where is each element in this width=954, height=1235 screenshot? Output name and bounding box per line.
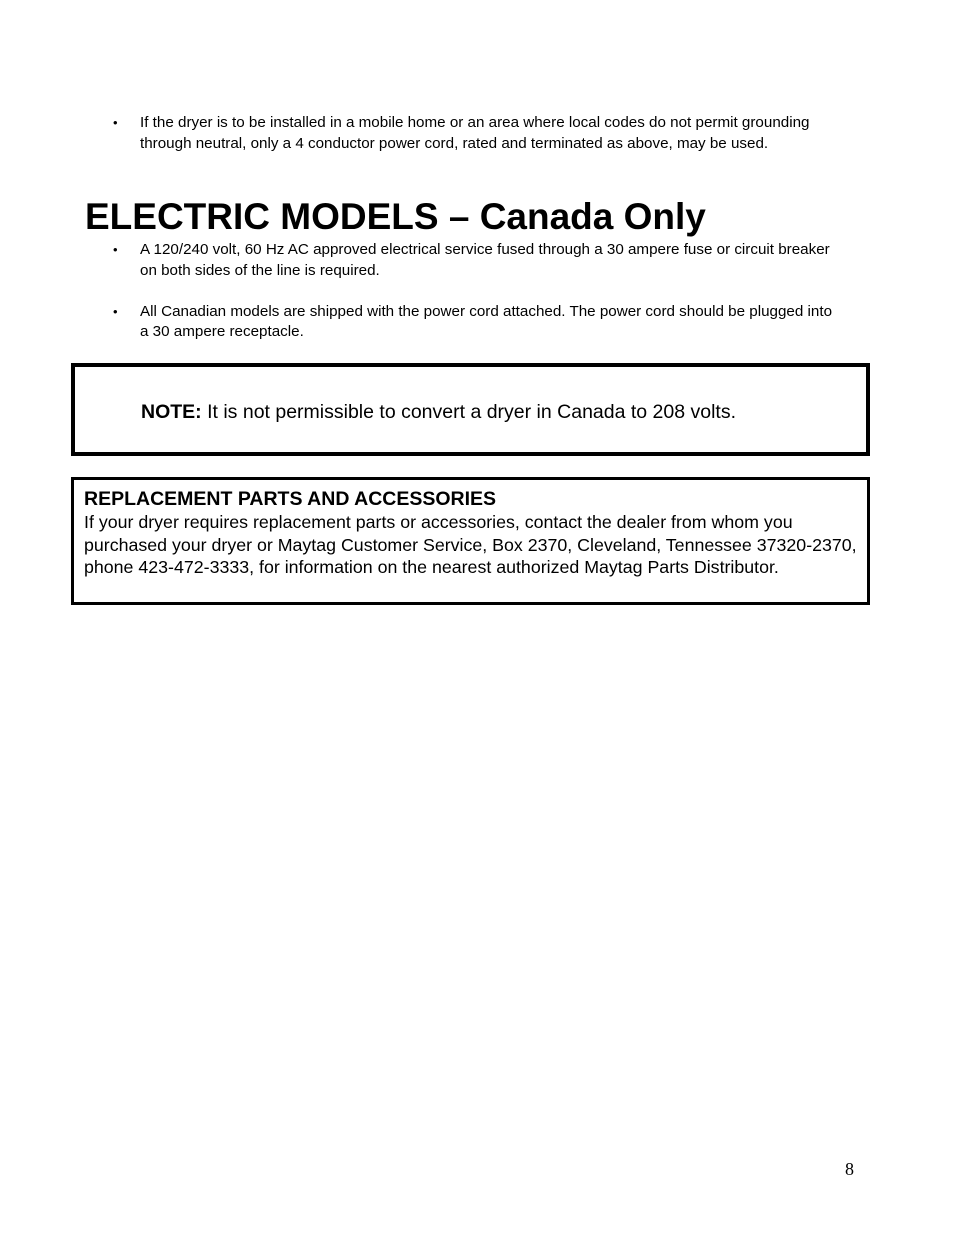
replacement-parts-box xyxy=(71,477,870,605)
bullet-icon: • xyxy=(113,115,118,130)
canada-bullet-list xyxy=(113,240,833,343)
bullet-icon: • xyxy=(113,303,118,319)
bullet-text: If the dryer is to be installed in a mobile home or an area where local codes do not permit grounding through neutral, only a 4 conductor power cord, rated and terminated as above, may be used. xyxy=(140,114,810,152)
list-item xyxy=(113,240,833,281)
note-label: NOTE: xyxy=(141,401,202,423)
intro-bullet-list xyxy=(113,113,833,154)
replacement-parts-heading: REPLACEMENT PARTS AND ACCESSORIES xyxy=(84,488,497,510)
section-title: ELECTRIC MODELS – Canada Only xyxy=(85,196,706,237)
bullet-text: All Canadian models are shipped with the power cord attached. The power cord should be plugged into a 30 ampere receptacle. xyxy=(140,302,833,341)
list-item xyxy=(113,113,833,154)
note-box xyxy=(71,363,870,456)
replacement-parts-body: If your dryer requires replacement parts or accessories, contact the dealer from whom you purchased your dryer or Maytag Customer Service, Box 2370, Cleveland, Tennessee 37320-2370, phone 423-472-3333, for information on the nearest authorized Maytag Parts Distributor. xyxy=(84,512,857,578)
page-number: 8 xyxy=(845,1159,854,1179)
bullet-icon: • xyxy=(113,242,118,257)
bullet-text: A 120/240 volt, 60 Hz AC approved electrical service fused through a 30 ampere fuse or circuit breaker on both sides of the line is required. xyxy=(140,241,830,279)
list-item xyxy=(113,302,833,343)
note-body: It is not permissible to convert a dryer in Canada to 208 volts. xyxy=(201,401,737,423)
note-text xyxy=(141,400,736,424)
